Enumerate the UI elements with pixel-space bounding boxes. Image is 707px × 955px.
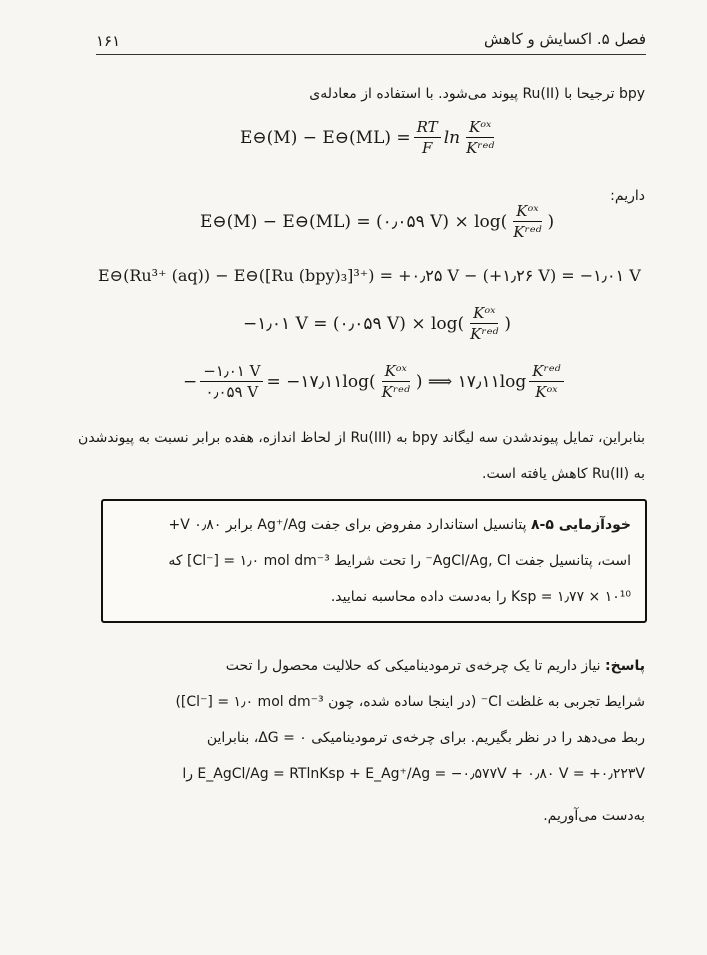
eq5-fnum2: Kʳᵉᵈ bbox=[529, 362, 563, 382]
eq1-num: RT bbox=[414, 118, 441, 138]
eq5-mid: = −۱۷٫۱۱log( bbox=[266, 371, 376, 392]
eq1-den: F bbox=[421, 139, 433, 157]
eq2-fnum: Kᵒˣ bbox=[513, 202, 541, 222]
exercise-title: خودآزمایی ۵-۸ bbox=[530, 517, 631, 533]
eq5-fnum: Kᵒˣ bbox=[382, 362, 410, 382]
answer-line-1 bbox=[226, 658, 645, 674]
eq5-fden2: Kᵒˣ bbox=[535, 383, 558, 401]
eq1-fden: Kʳᵉᵈ bbox=[466, 139, 495, 157]
eq5-fraction-2 bbox=[379, 362, 413, 401]
eq4-close: ) bbox=[504, 313, 512, 334]
eq4-lhs: −۱٫۰۱ V = (۰٫۰۵۹ V) × log( bbox=[243, 313, 465, 334]
eq5-num1: −۱٫۰۱ V bbox=[200, 362, 263, 382]
eq1-kfraction bbox=[463, 118, 497, 157]
eq1-fnum: Kᵒˣ bbox=[466, 118, 494, 138]
answer-line-4: E_AgCl/Ag = RTlnKsp + E_Ag⁺/Ag = −۰٫۵۷۷V + ۰٫۸۰ V = +۰٫۲۲۳V را bbox=[182, 766, 645, 782]
eq1-lhs: E⊖(M) − E⊖(ML) = bbox=[240, 127, 411, 148]
answer-line-3: ربط می‌دهد را در نظر بگیریم. برای چرخه‌ی ترمودینامیکی ΔG = ۰، بنابراین bbox=[206, 730, 645, 746]
exercise-box bbox=[101, 499, 647, 623]
exercise-line-2: است، پتانسیل جفت AgCl/Ag, Cl⁻ را تحت شرایط Cl⁻] = ۱٫۰ mol dm⁻³] که bbox=[168, 553, 631, 569]
eq5-den1: ۰٫۰۵۹ V bbox=[205, 383, 259, 401]
eq4-fraction bbox=[467, 304, 501, 343]
equation-2 bbox=[200, 202, 554, 241]
eq1-ln: ln bbox=[443, 127, 461, 148]
page-number: ۱۶۱ bbox=[96, 32, 121, 50]
eq4-fnum: Kᵒˣ bbox=[470, 304, 498, 324]
eq2-lhs: E⊖(M) − E⊖(ML) = (۰٫۰۵۹ V) × log( bbox=[200, 211, 508, 232]
exercise-line-3: Ksp = ۱٫۷۷ × ۱۰¹⁰ را به‌دست داده محاسبه نمایید. bbox=[330, 589, 631, 605]
equation-1 bbox=[240, 118, 500, 157]
conclusion-line-2: به (Ru(II کاهش یافته است. bbox=[482, 466, 645, 482]
eq5-minus: − bbox=[183, 371, 198, 392]
page-header bbox=[96, 28, 646, 55]
conclusion-line-1: بنابراین، تمایل پیوندشدن سه لیگاند bpy به (Ru(III از لحاظ اندازه، هفده برابر نسبت به پیوندشدن bbox=[78, 430, 645, 446]
answer-line-5: به‌دست می‌آوریم. bbox=[543, 808, 645, 824]
we-have-label: داریم: bbox=[610, 188, 645, 204]
equation-4 bbox=[243, 304, 511, 343]
eq1-fraction bbox=[414, 118, 441, 157]
eq5-fden: Kʳᵉᵈ bbox=[381, 383, 410, 401]
eq2-close: ) bbox=[547, 211, 555, 232]
answer-label: پاسخ: bbox=[605, 658, 645, 674]
eq2-fraction bbox=[510, 202, 544, 241]
answer-line-2: شرایط تجربی به غلظت Cl⁻ (در اینجا ساده شده، چون Cl⁻] = ۱٫۰ mol dm⁻³]) bbox=[175, 694, 645, 710]
chapter-title: فصل ۵. اکسایش و کاهش bbox=[484, 30, 646, 48]
equation-5 bbox=[183, 362, 567, 401]
eq5-fraction-1 bbox=[200, 362, 263, 401]
exercise-text-1: پتانسیل استاندارد مفروض برای جفت Ag⁺/Ag برابر V ۰٫۸۰+ bbox=[168, 517, 527, 533]
eq2-fden: Kʳᵉᵈ bbox=[513, 223, 542, 241]
exercise-line-1 bbox=[168, 517, 631, 533]
eq5-fraction-3 bbox=[529, 362, 563, 401]
intro-text: bpy ترجیحا با (Ru(II پیوند می‌شود. با استفاده از معادله‌ی bbox=[309, 86, 645, 102]
eq5-arrow: ) ⟹ ۱۷٫۱۱log bbox=[415, 371, 527, 392]
eq4-fden: Kʳᵉᵈ bbox=[470, 325, 499, 343]
answer-text-1: نیاز داریم تا یک چرخه‌ی ترمودینامیکی که حلالیت محصول را تحت bbox=[225, 658, 601, 674]
equation-3: E⊖(Ru³⁺ (aq)) − E⊖([Ru (bpy)₃]³⁺) = +۰٫۲۵ V − (+۱٫۲۶ V) = −۱٫۰۱ V bbox=[98, 266, 641, 285]
